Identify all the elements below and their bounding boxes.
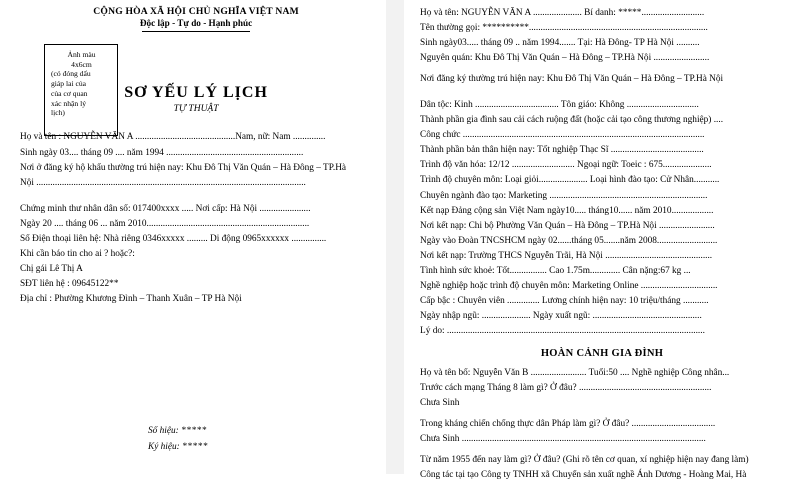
field-reason: Lý do: ............................................................................................................... [420,325,705,336]
field-occupation: Nghề nghiệp hoặc trình độ chuyên môn: Marketing Online ................................. [420,280,718,291]
field-youth-union-date: Ngày vào Đoàn TNCSHCM ngày 02......tháng 05.......năm 2008.......................... [420,235,718,246]
ky-hieu-value: ***** [182,442,208,453]
field-youth-union-place: Nơi kết nạp: Trường THCS Nguyễn Trãi, Hà Nội .............................................. [420,250,713,261]
field-enlist-discharge: Ngày nhập ngũ: ..................... Ngày xuất ngũ: ............................................... [420,310,702,321]
so-hieu-row [148,424,208,440]
field-fullname: Họ và tên : NGUYỄN VĂN A ...........................................Nam, nữ: Nam .............. [20,132,326,143]
so-hieu-value: ***** [181,426,207,437]
photo-line-4: giáp lai của [51,79,86,89]
field-birthdate: Sinh ngày 03.... tháng 09 .... năm 1994 ........................................................... [20,147,304,158]
field-ethnicity-religion: Dân tộc: Kinh .................................... Tôn giáo: Không ............................... [420,100,699,111]
photo-line-6: xác nhận lý [51,98,87,108]
field-id-number: Chứng minh thư nhân dân số: 017400xxxx ..... Nơi cấp: Hà Nội ...................... [20,203,311,214]
field-party-admission-date: Kết nạp Đảng cộng sản Việt Nam ngày10..... tháng10...... năm 2010.................. [420,205,714,216]
field-emergency-contact-name: Chị gái Lê Thị A [20,263,83,274]
page-gap [392,0,398,474]
photo-line-5: của cơ quan [51,88,88,98]
field-hometown: Nguyên quán: Khu Đô Thị Văn Quán – Hà Đông – TP.Hà Nội ........................ [420,53,710,64]
field-father-french-war: Trong kháng chiến chống thực dân Pháp làm gì? Ở đâu? .................................... [420,419,716,430]
field-current-residence: Nơi đăng ký thường trú hiện nay: Khu Đô Thị Văn Quán – Hà Đông – TP.Hà Nội [420,74,724,85]
field-fullname-alias: Họ và tên: NGUYỄN VĂN A ..................... Bí danh: *****........................... [420,8,705,18]
field-emergency-contact-phone: SĐT liên hệ : 09645122** [20,278,119,289]
country-motto: Độc lập - Tự do - Hạnh phúc [139,17,253,28]
field-professional-level: Trình độ chuyên môn: Loại giỏi..................... Loại hình đào tạo: Cử Nhân........... [420,175,720,186]
so-hieu-label: Số hiệu: [148,426,179,437]
field-permanent-address-1: Nơi ở đăng ký hộ khẩu thường trú hiện nay: Khu Đô Thị Văn Quán – Hà Đông – TP.Hà [20,162,347,173]
field-birth-place: Sinh ngày03..... tháng 09 .. năm 1994....... Tại: Hà Đông- TP Hà Nội .......... [420,38,700,49]
field-phone: Số Điện thoại liên hệ: Nhà riêng 0346xxxxx ......... Di động 0965xxxxxx ............... [20,233,327,244]
page-title: SƠ YẾU LÝ LỊCH [124,84,268,102]
field-health-status: Tình hình sức khoẻ: Tốt................ Cao 1.75m............. Cân nặng:67 kg ... [420,265,691,276]
family-section-lines [420,366,784,483]
right-page [404,0,800,481]
field-permanent-address-2: Nội .................................................................................................................... [20,177,306,188]
field-father-prerevolution: Trước cách mạng Tháng 8 làm gì? Ở đâu? ......................................................... [420,383,712,394]
page-subtitle: TỰ THUẬT [173,104,219,115]
ky-hieu-label: Ký hiệu: [148,442,180,453]
field-civil-servant: Công chức ........................................................................................................ [420,130,705,141]
field-id-issue-date: Ngày 20 .... tháng 06 ... năm 2010...................................................................... [20,218,310,229]
national-header [20,6,372,32]
spacer-r2 [420,87,784,98]
ky-hieu-row [148,440,208,456]
left-body-lines [20,130,372,307]
country-name: CỘNG HÒA XÃ HỘI CHỦ NGHĨA VIỆT NAM [93,6,299,17]
photo-line-1: Ảnh màu [67,50,96,59]
field-major: Chuyên ngành đào tạo: Marketing .................................................................... [420,190,708,201]
field-father-prerevolution-answer: Chưa Sinh [420,398,460,409]
field-father-since-1955-answer: Công tác tại tạo Công ty TNHH xã Chuyển sản xuất nghề Ánh Dương - Hoàng Mai, Hà [420,470,747,481]
photo-placeholder-box [44,44,118,136]
field-emergency-contact-label: Khi cần báo tin cho ai ? hoặc?: [20,248,135,259]
field-father-since-1955: Từ năm 1955 đến nay làm gì? Ở đâu? (Ghi rõ tên cơ quan, xí nghiệp hiện nay đang làm) [420,455,749,466]
photo-line-3: (có đóng dấu [51,69,91,79]
signature-block [148,424,208,456]
field-family-class: Thành phần gia đình sau cải cách ruộng đất (hoặc cải tạo công thương nghiệp) .... [420,115,724,126]
field-personal-class: Thành phần bản thân hiện nay: Tốt nghiệp Thạc Sĩ ........................................ [420,145,704,156]
left-page [0,0,386,474]
right-body-lines [420,6,784,339]
field-education-language: Trình độ văn hóa: 12/12 ........................... Ngoại ngữ: Toeic : 675..................... [420,160,712,171]
field-common-name: Tên thường gọi: **********............................................................................. [420,23,708,34]
field-rank-salary: Cấp bậc : Chuyên viên .............. Lương chính hiện nay: 10 triệu/tháng ........... [420,295,709,306]
field-party-admission-place: Nơi kết nạp: Chi bộ Phường Văn Quán – Hà Đông – TP.Hà Nội ........................ [420,220,715,231]
photo-line-2: 4x6cm [71,59,92,69]
spacer-1 [20,191,372,202]
field-emergency-contact-address: Địa chỉ : Phường Khương Đình – Thanh Xuân – TP Hà Nội [20,293,242,304]
photo-line-7: lịch) [51,108,65,118]
field-father-french-war-answer: Chưa Sinh ......................................................................................................... [420,434,706,445]
family-section-title: HOÀN CẢNH GIA ĐÌNH [540,347,664,359]
field-father-name: Họ và tên bố: Nguyễn Văn B ........................ Tuổi:50 .... Nghề nghiệp Công nhân... [420,367,730,378]
header-rule [142,31,250,32]
